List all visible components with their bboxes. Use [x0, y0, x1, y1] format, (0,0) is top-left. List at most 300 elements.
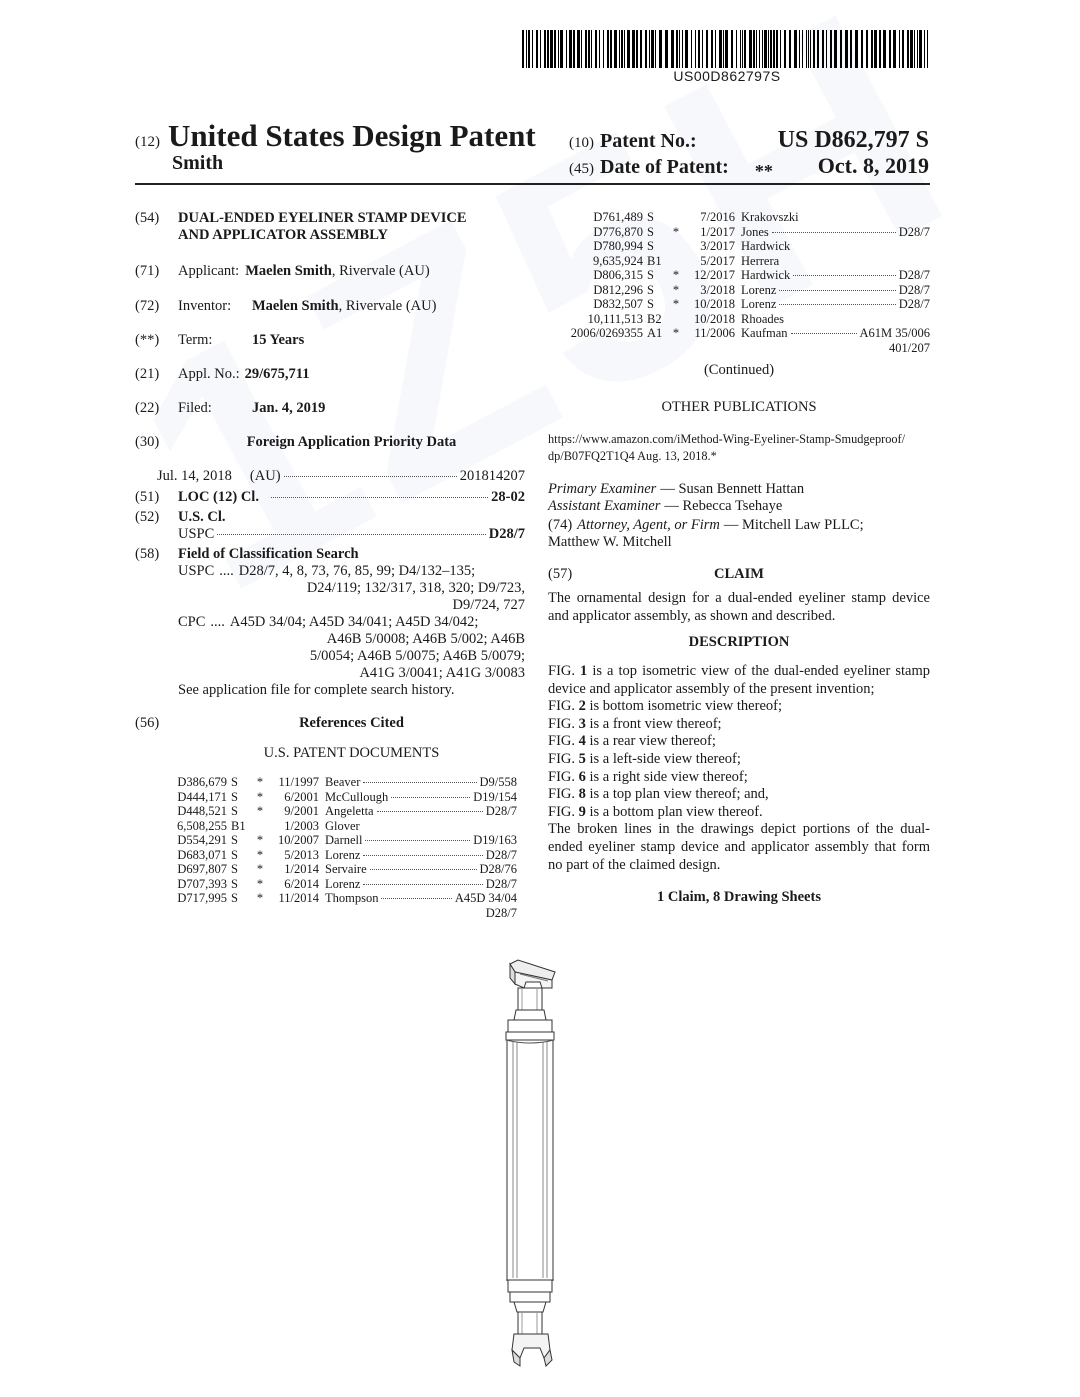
reference-inventor: Servaire	[325, 862, 367, 876]
fig-prefix: FIG.	[548, 733, 579, 750]
fig-number: 5	[578, 750, 586, 767]
search-uspc-label: USPC	[178, 563, 215, 579]
reference-inventor: Krakovszki	[741, 210, 799, 224]
fig-number: 9	[578, 803, 586, 820]
foreign-priority-entry	[135, 468, 525, 485]
fig-prefix: FIG.	[548, 663, 581, 679]
left-column	[135, 210, 525, 920]
priority-country: (AU)	[249, 468, 281, 484]
attorney-row	[548, 517, 930, 534]
us-patent-documents-title: U.S. PATENT DOCUMENTS	[263, 745, 440, 761]
reference-inventor: Lorenz	[741, 297, 777, 311]
patent-number-label: Patent No.:	[600, 130, 697, 152]
reference-name-cell	[741, 225, 930, 240]
search-cpc-line2: A46B 5/0008; A46B 5/002; A46B	[326, 631, 525, 647]
header-rule	[135, 183, 930, 185]
reference-name-cell	[325, 833, 517, 848]
applicant-label: Applicant:	[178, 263, 240, 279]
filed-label: Filed:	[178, 400, 212, 416]
fig-prefix: FIG.	[548, 803, 579, 820]
claims-count: 1 Claim, 8 Drawing Sheets	[657, 889, 821, 906]
reference-star	[669, 312, 683, 327]
reference-star	[669, 254, 683, 269]
reference-kind: S	[231, 847, 238, 862]
description-title: DESCRIPTION	[688, 634, 790, 650]
leader-dots	[363, 855, 482, 856]
reference-class: D28/76	[479, 862, 517, 876]
other-publication-line1: https://www.amazon.com/iMethod-Wing-Eyeliner-Stamp-Smudgeproof/	[548, 432, 906, 446]
fig-prefix: FIG.	[548, 715, 579, 732]
reference-name-cell	[741, 312, 930, 327]
reference-inventor: Lorenz	[325, 847, 361, 862]
fig-text: is a left-side view thereof;	[585, 750, 741, 767]
priority-date: Jul. 14, 2018	[157, 468, 232, 484]
reference-inventor: Herrera	[741, 253, 780, 268]
priority-number: 201814207	[459, 468, 525, 484]
reference-number: D761,489	[593, 210, 643, 224]
reference-row	[165, 775, 517, 790]
search-uspc-line3: D9/724, 727	[452, 597, 525, 613]
attorney-name: Matthew W. Mitchell	[548, 534, 672, 550]
leader-dots	[370, 869, 477, 870]
search-cpc-label: CPC	[178, 614, 206, 630]
reference-kind: S	[231, 775, 238, 789]
reference-date: 1/2003	[284, 818, 319, 833]
reference-row	[548, 283, 930, 298]
applicant-location: , Rivervale (AU)	[331, 263, 430, 279]
figure-description	[548, 663, 930, 698]
reference-name-cell	[325, 862, 517, 877]
attorney-firm: — Mitchell Law PLLC;	[723, 517, 864, 533]
left-refs-tail: D28/7	[485, 905, 517, 920]
reference-star: *	[672, 326, 680, 340]
figure-description	[548, 698, 930, 716]
reference-star	[669, 210, 683, 225]
code-56: (56)	[135, 715, 160, 731]
reference-number: D554,291	[177, 833, 227, 847]
reference-kind: S	[231, 789, 238, 804]
reference-class: D28/7	[898, 282, 930, 297]
reference-row	[165, 790, 517, 805]
field-22	[135, 400, 525, 417]
leader-dots	[779, 304, 895, 305]
reference-date: 11/2006	[694, 326, 735, 340]
reference-class: D28/7	[485, 847, 517, 862]
reference-inventor: Lorenz	[741, 282, 777, 297]
reference-star: *	[672, 268, 680, 282]
reference-kind: S	[647, 282, 654, 297]
inventor-label: Inventor:	[178, 298, 232, 314]
patent-title-row	[135, 118, 536, 154]
reference-name-cell	[325, 775, 517, 790]
loc-class-value: 28-02	[491, 489, 525, 505]
reference-star: *	[256, 891, 264, 905]
us-class-label: U.S. Cl.	[178, 509, 226, 525]
reference-row	[548, 239, 930, 254]
reference-number: D717,995	[177, 891, 227, 905]
reference-number: 6,508,255	[177, 818, 227, 833]
code-51: (51)	[135, 489, 160, 505]
reference-class: D28/7	[485, 876, 517, 891]
search-uspc-line1: D28/7, 4, 8, 73, 76, 85, 99; D4/132–135;	[238, 563, 476, 579]
reference-name-cell	[325, 804, 517, 819]
reference-date: 3/2017	[700, 239, 735, 253]
appl-no-label: Appl. No.:	[178, 366, 240, 382]
design-title-line2: AND APPLICATOR ASSEMBLY	[178, 227, 389, 243]
leader-dots	[391, 797, 470, 798]
uspc-label: USPC	[178, 526, 215, 542]
reference-row	[548, 254, 930, 269]
code-71: (71)	[135, 263, 160, 279]
reference-date: 5/2017	[700, 253, 735, 268]
leader-dots	[381, 898, 451, 899]
fig-number: 1	[580, 663, 588, 679]
other-publications-title: OTHER PUBLICATIONS	[661, 399, 817, 415]
figure-description	[548, 733, 930, 751]
code-58: (58)	[135, 546, 160, 562]
search-uspc-row	[135, 563, 525, 580]
reference-name-cell	[325, 891, 517, 906]
code-12: (12)	[135, 134, 160, 150]
reference-name-cell	[325, 848, 517, 863]
field-term	[135, 332, 525, 349]
reference-inventor: Lorenz	[325, 876, 361, 891]
reference-number: D697,807	[177, 862, 227, 876]
reference-name-cell	[741, 254, 930, 269]
reference-row	[548, 297, 930, 312]
fig-number: 6	[578, 768, 586, 785]
reference-star: *	[256, 775, 264, 789]
reference-date: 11/1997	[278, 775, 319, 789]
reference-date: 7/2016	[700, 210, 735, 224]
code-72: (72)	[135, 298, 160, 314]
term-value: 15 Years	[252, 332, 305, 348]
fig-text: is a top isometric view of the dual-ended eyeliner stamp device and applicator assembly of the present invention;	[548, 663, 930, 697]
claim-title: CLAIM	[714, 566, 764, 582]
field-56	[135, 715, 525, 732]
us-patent-documents-row	[135, 745, 525, 762]
reference-row	[548, 268, 930, 283]
reference-name-cell	[325, 790, 517, 805]
fig-prefix: FIG.	[548, 698, 579, 715]
search-history-note: See application file for complete search history.	[178, 682, 455, 698]
reference-date: 9/2001	[284, 804, 319, 818]
reference-class: D28/7	[898, 224, 930, 239]
design-title-line1: DUAL-ENDED EYELINER STAMP DEVICE	[178, 210, 467, 226]
reference-date: 1/2014	[284, 862, 319, 876]
code-57: (57)	[548, 566, 573, 582]
fig-prefix: FIG.	[548, 768, 579, 785]
code-term: (**)	[135, 332, 160, 348]
reference-date: 10/2007	[278, 833, 319, 847]
figure-description	[548, 751, 930, 769]
reference-number: D386,679	[177, 775, 227, 789]
reference-class: D28/7	[485, 804, 517, 818]
field-72	[135, 298, 525, 315]
reference-inventor: McCullough	[325, 789, 389, 804]
left-references-list	[135, 775, 517, 906]
field-search-title: Field of Classification Search	[178, 546, 359, 562]
reference-row	[548, 210, 930, 225]
reference-star: *	[256, 804, 264, 818]
reference-inventor: Thompson	[325, 891, 379, 905]
patent-number: US D862,797 S	[777, 127, 929, 153]
reference-date: 10/2018	[694, 297, 735, 311]
attorney-name-row	[548, 534, 930, 551]
reference-name-cell	[741, 283, 930, 298]
search-cpc-row	[135, 614, 525, 631]
search-uspc-line2: D24/119; 132/317, 318, 320; D9/723,	[306, 580, 525, 596]
fig-text: is a right side view thereof;	[585, 768, 748, 785]
fig-number: 2	[578, 698, 586, 715]
reference-number: D444,171	[177, 789, 227, 804]
reference-number: D806,315	[593, 268, 643, 282]
reference-star: *	[256, 862, 264, 876]
reference-number: D683,071	[177, 847, 227, 862]
reference-row	[548, 312, 930, 327]
reference-star	[253, 819, 267, 834]
leader-dots	[793, 275, 895, 276]
term-label: Term:	[178, 332, 213, 348]
reference-date: 12/2017	[694, 268, 735, 282]
reference-star: *	[672, 297, 680, 311]
continued-note: (Continued)	[703, 362, 775, 378]
reference-star: *	[256, 847, 264, 862]
reference-class: D9/558	[479, 775, 517, 789]
device-drawing	[470, 950, 590, 1380]
search-cpc-line3-row	[135, 648, 525, 665]
reference-name-cell	[741, 268, 930, 283]
field-54	[135, 210, 525, 244]
reference-number: D707,393	[177, 876, 227, 891]
barcode	[522, 30, 932, 68]
fig-number: 8	[578, 786, 586, 803]
reference-date: 1/2017	[700, 224, 735, 239]
search-history-note-row	[135, 682, 525, 699]
reference-kind: S	[231, 876, 238, 891]
fig-text: is a top plan view thereof; and,	[585, 786, 769, 803]
reference-name-cell	[741, 297, 930, 312]
reference-date: 10/2018	[694, 311, 735, 326]
reference-star: *	[256, 876, 264, 891]
reference-kind: B1	[231, 818, 246, 833]
field-52	[135, 509, 525, 526]
right-refs-tail-row	[548, 341, 930, 356]
reference-number: 2006/0269355	[570, 326, 643, 340]
code-52: (52)	[135, 509, 160, 525]
search-uspc-dots: ....	[219, 563, 234, 579]
code-10: (10)	[569, 135, 594, 151]
leader-dots	[791, 333, 857, 334]
reference-row	[165, 833, 517, 848]
reference-class: A61M 35/006	[859, 326, 930, 340]
reference-inventor: Glover	[325, 818, 360, 833]
reference-kind: S	[231, 804, 238, 818]
fig-text: is a bottom plan view thereof.	[585, 803, 763, 820]
figure-description	[548, 769, 930, 787]
reference-inventor: Jones	[741, 224, 769, 239]
reference-row	[548, 225, 930, 240]
reference-row	[548, 326, 930, 341]
reference-name-cell	[741, 239, 930, 254]
inventor-name: Maelen Smith	[252, 298, 339, 314]
reference-kind: S	[647, 239, 654, 253]
field-21	[135, 366, 525, 383]
code-22: (22)	[135, 400, 160, 416]
patent-number-row	[569, 127, 929, 154]
fig-text: is bottom isometric view thereof;	[585, 698, 782, 715]
field-71	[135, 263, 525, 280]
reference-number: D832,507	[593, 297, 643, 311]
reference-star: *	[256, 789, 264, 804]
fig-prefix: FIG.	[548, 750, 579, 767]
uspc-value: D28/7	[488, 526, 525, 542]
field-57	[548, 566, 930, 583]
reference-number: 9,635,924	[593, 253, 643, 268]
appl-no-value: 29/675,711	[244, 366, 310, 382]
reference-name-cell	[325, 819, 517, 834]
figure-description	[548, 716, 930, 734]
assistant-examiner-label: Assistant Examiner	[548, 498, 661, 514]
search-cpc-line1: A45D 34/04; A45D 34/041; A45D 34/042;	[229, 614, 479, 630]
reference-star: *	[672, 282, 680, 297]
applicant-name: Maelen Smith	[245, 263, 332, 279]
reference-row	[165, 862, 517, 877]
fig-prefix: FIG.	[548, 786, 579, 803]
patent-date-row	[569, 153, 929, 179]
search-uspc-line3-row	[135, 597, 525, 614]
leader-dots	[377, 811, 483, 812]
reference-number: D448,521	[177, 804, 227, 818]
reference-star: *	[672, 224, 680, 239]
fig-text: is a rear view thereof;	[585, 733, 716, 750]
reference-kind: S	[647, 268, 654, 282]
reference-number: 10,111,513	[587, 311, 643, 326]
search-uspc-line2-row	[135, 580, 525, 597]
assistant-examiner-row	[548, 498, 930, 515]
other-publication-entry	[548, 431, 930, 465]
search-cpc-line3: 5/0054; A46B 5/0075; A46B 5/0079;	[309, 648, 525, 664]
description-note: The broken lines in the drawings depict portions of the dual-ended eyeliner stamp device and applicator assembly that form no part of the claimed design.	[548, 821, 930, 873]
reference-class: D19/154	[473, 789, 517, 804]
reference-name-cell	[741, 326, 930, 341]
reference-number: D776,870	[593, 224, 643, 239]
primary-examiner-label: Primary Examiner	[548, 481, 657, 497]
code-45: (45)	[569, 161, 594, 177]
leader-dots	[779, 290, 895, 291]
reference-date: 11/2014	[278, 891, 319, 905]
reference-kind: S	[231, 891, 238, 905]
reference-class: A45D 34/04	[454, 891, 517, 905]
claim-text: The ornamental design for a dual-ended eyeliner stamp device and applicator assembly, as shown and described.	[548, 590, 930, 624]
search-cpc-line4: A41G 3/0041; A41G 3/0083	[359, 665, 525, 681]
reference-row	[165, 819, 517, 834]
field-58	[135, 546, 525, 563]
search-cpc-dots: ....	[210, 614, 225, 630]
attorney-label: Attorney, Agent, or Firm	[577, 517, 720, 533]
description-list	[548, 663, 930, 821]
right-refs-tail: 401/207	[889, 340, 930, 355]
reference-inventor: Kaufman	[741, 326, 788, 340]
uspc-row	[135, 526, 525, 543]
field-51	[135, 489, 525, 506]
reference-star: *	[256, 833, 264, 847]
reference-kind: S	[647, 297, 654, 311]
figure-description	[548, 786, 930, 804]
leader-dots	[772, 232, 896, 233]
inventor-location: , Rivervale (AU)	[338, 298, 437, 314]
fig-number: 3	[578, 715, 586, 732]
reference-number: D780,994	[593, 239, 643, 253]
filed-value: Jan. 4, 2019	[252, 400, 326, 416]
primary-examiner-name: — Susan Bennett Hattan	[660, 481, 805, 497]
reference-kind: B1	[647, 253, 662, 268]
other-publication-line2: dp/B07FQ2T1Q4 Aug. 13, 2018.*	[548, 449, 717, 463]
fig-text: is a front view thereof;	[585, 715, 722, 732]
foreign-priority-title: Foreign Application Priority Data	[246, 434, 457, 450]
leader-dots	[363, 884, 482, 885]
reference-name-cell	[325, 877, 517, 892]
patent-date-label: Date of Patent:	[600, 156, 729, 178]
reference-inventor: Beaver	[325, 775, 361, 789]
reference-date: 6/2001	[284, 789, 319, 804]
reference-inventor: Angeletta	[325, 804, 374, 818]
right-column	[548, 210, 930, 906]
reference-inventor: Rhoades	[741, 311, 785, 326]
reference-inventor: Hardwick	[741, 239, 791, 253]
reference-number: D812,296	[593, 282, 643, 297]
code-21: (21)	[135, 366, 160, 382]
figure-description	[548, 804, 930, 822]
code-30: (30)	[135, 434, 160, 450]
reference-kind: S	[647, 224, 654, 239]
reference-kind: S	[647, 210, 654, 224]
reference-kind: S	[231, 862, 238, 876]
barcode-text: US00D862797S	[673, 68, 781, 84]
loc-class-label: LOC (12) Cl.	[178, 489, 259, 505]
reference-class: D28/7	[898, 268, 930, 282]
reference-row	[165, 877, 517, 892]
search-cpc-line2-row	[135, 631, 525, 648]
reference-inventor: Darnell	[325, 833, 363, 847]
primary-examiner-row	[548, 481, 930, 498]
reference-inventor: Hardwick	[741, 268, 791, 282]
reference-star	[669, 239, 683, 254]
reference-name-cell	[741, 210, 930, 225]
reference-date: 5/2013	[284, 847, 319, 862]
leader-dots	[363, 782, 476, 783]
reference-row	[165, 848, 517, 863]
references-cited-title: References Cited	[299, 715, 404, 731]
code-54: (54)	[135, 210, 160, 226]
right-references-list	[548, 210, 930, 341]
reference-row	[165, 891, 517, 906]
patent-type-title: United States Design Patent	[168, 118, 536, 153]
reference-class: D28/7	[898, 297, 930, 311]
reference-kind: A1	[647, 326, 663, 340]
reference-row	[165, 804, 517, 819]
search-cpc-line4-row	[135, 665, 525, 682]
reference-kind: B2	[647, 311, 662, 326]
reference-kind: S	[231, 833, 238, 847]
fig-number: 4	[578, 733, 586, 750]
inventor-surname: Smith	[172, 152, 224, 174]
reference-date: 3/2018	[700, 282, 735, 297]
leader-dots	[365, 840, 470, 841]
reference-class: D19/163	[473, 833, 517, 847]
left-refs-tail-row	[135, 906, 517, 921]
patent-date: Oct. 8, 2019	[817, 153, 929, 178]
